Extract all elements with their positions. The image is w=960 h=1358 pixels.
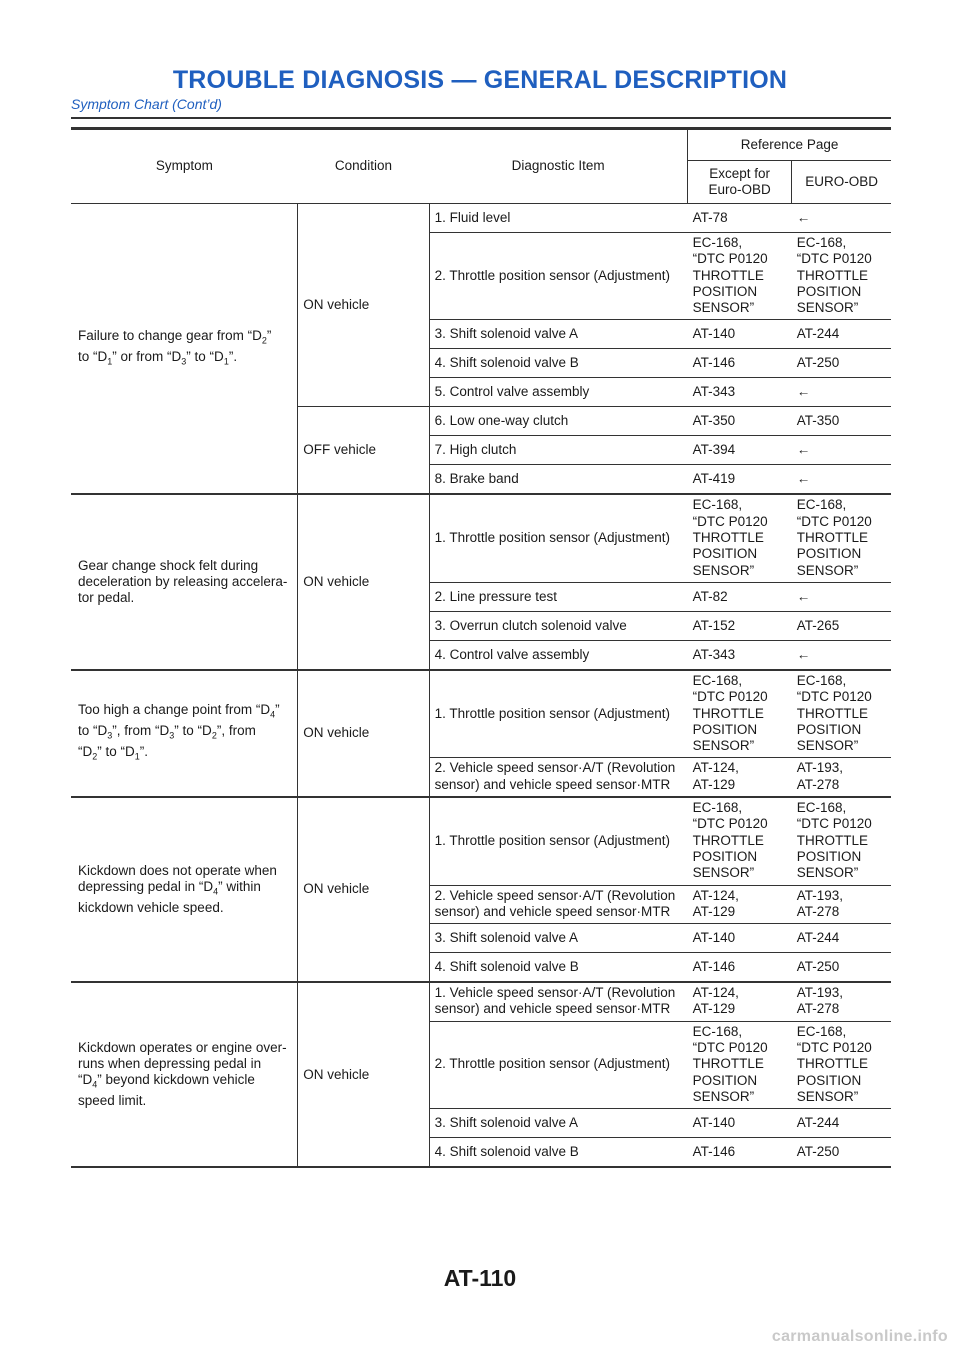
reference-except-cell: AT-343 xyxy=(688,378,792,407)
reference-except-cell: AT-419 xyxy=(688,465,792,495)
diagnostic-item-cell: 2. Throttle position sensor (Adjustment) xyxy=(429,233,688,320)
reference-except-cell: AT-394 xyxy=(688,436,792,465)
reference-except-cell: AT-140 xyxy=(688,1109,792,1138)
reference-except-cell: AT-124, AT-129 xyxy=(688,758,792,797)
symptom-cell: Too high a change point from “$D_4$” to “$D_3$”, from “$D_3$” to “$D_2$”, from “$D_2$” to “$D_1$”. xyxy=(71,670,298,797)
reference-except-cell: AT-146 xyxy=(688,1138,792,1168)
reference-euro-cell: ← xyxy=(792,436,891,465)
diagnostic-item-cell: 4. Shift solenoid valve B xyxy=(429,953,688,983)
diagnostic-item-cell: 2. Throttle position sensor (Adjustment) xyxy=(429,1021,688,1108)
header-rule xyxy=(71,117,891,119)
header-reference-page: Reference Page xyxy=(688,129,891,161)
reference-euro-cell: AT-193, AT-278 xyxy=(792,758,891,797)
diagnostic-item-cell: 7. High clutch xyxy=(429,436,688,465)
table-row xyxy=(71,494,891,582)
header-except-euro-obd: Except for Euro-OBD xyxy=(688,161,792,204)
diagnostic-item-cell: 1. Vehicle speed sensor·A/T (Revolution sensor) and vehicle speed sensor·MTR xyxy=(429,982,688,1021)
diagnostic-item-cell: 1. Fluid level xyxy=(429,204,688,233)
reference-except-cell: AT-343 xyxy=(688,640,792,670)
reference-euro-cell: AT-250 xyxy=(792,1138,891,1168)
condition-cell: ON vehicle xyxy=(298,670,429,797)
reference-except-cell: AT-146 xyxy=(688,953,792,983)
reference-except-cell: EC-168, “DTC P0120 THROTTLE POSITION SENSOR” xyxy=(688,494,792,582)
condition-cell: OFF vehicle xyxy=(298,407,429,495)
reference-euro-cell: AT-244 xyxy=(792,1109,891,1138)
table-row xyxy=(71,670,891,758)
reference-except-cell: AT-140 xyxy=(688,924,792,953)
reference-euro-cell: EC-168, “DTC P0120 THROTTLE POSITION SENSOR” xyxy=(792,797,891,885)
condition-cell: ON vehicle xyxy=(298,982,429,1167)
diagnostic-item-cell: 6. Low one-way clutch xyxy=(429,407,688,436)
reference-euro-cell: ← xyxy=(792,640,891,670)
symptom-chart-table xyxy=(71,127,891,1168)
header-condition: Condition xyxy=(298,129,429,204)
table-row xyxy=(71,797,891,885)
reference-euro-cell: AT-193, AT-278 xyxy=(792,982,891,1021)
diagnostic-item-cell: 5. Control valve assembly xyxy=(429,378,688,407)
diagnostic-item-cell: 4. Control valve assembly xyxy=(429,640,688,670)
table-row xyxy=(71,982,891,1021)
reference-except-cell: AT-350 xyxy=(688,407,792,436)
diagnostic-item-cell: 1. Throttle position sensor (Adjustment) xyxy=(429,494,688,582)
reference-except-cell: AT-140 xyxy=(688,320,792,349)
watermark: carmanualsonline.info xyxy=(771,1328,948,1345)
reference-euro-cell: AT-244 xyxy=(792,320,891,349)
condition-cell: ON vehicle xyxy=(298,204,429,407)
reference-except-cell: AT-152 xyxy=(688,611,792,640)
reference-euro-cell: EC-168, “DTC P0120 THROTTLE POSITION SENSOR” xyxy=(792,1021,891,1108)
reference-euro-cell: ← xyxy=(792,378,891,407)
page-number: AT-110 xyxy=(443,1265,517,1291)
header-symptom: Symptom xyxy=(71,129,298,204)
diagnostic-item-cell: 4. Shift solenoid valve B xyxy=(429,1138,688,1168)
reference-euro-cell: AT-193, AT-278 xyxy=(792,885,891,924)
reference-except-cell: EC-168, “DTC P0120 THROTTLE POSITION SENSOR” xyxy=(688,1021,792,1108)
diagnostic-item-cell: 1. Throttle position sensor (Adjustment) xyxy=(429,670,688,758)
symptom-cell: Failure to change gear from “$D_2$” to “$D_1$” or from “$D_3$” to “$D_1$”. xyxy=(71,204,298,495)
reference-euro-cell: EC-168, “DTC P0120 THROTTLE POSITION SENSOR” xyxy=(792,233,891,320)
symptom-cell: Gear change shock felt during deceleration by releasing accelera- tor pedal. xyxy=(71,494,298,669)
diagnostic-item-cell: 8. Brake band xyxy=(429,465,688,495)
reference-except-cell: EC-168, “DTC P0120 THROTTLE POSITION SENSOR” xyxy=(688,233,792,320)
reference-euro-cell: AT-244 xyxy=(792,924,891,953)
diagnostic-item-cell: 3. Overrun clutch solenoid valve xyxy=(429,611,688,640)
diagnostic-item-cell: 2. Vehicle speed sensor·A/T (Revolution sensor) and vehicle speed sensor·MTR xyxy=(429,885,688,924)
diagnostic-item-cell: 2. Vehicle speed sensor·A/T (Revolution sensor) and vehicle speed sensor·MTR xyxy=(429,758,688,797)
diagnostic-item-cell: 3. Shift solenoid valve A xyxy=(429,1109,688,1138)
condition-cell: ON vehicle xyxy=(298,494,429,669)
reference-except-cell: AT-124, AT-129 xyxy=(688,982,792,1021)
diagnostic-item-cell: 2. Line pressure test xyxy=(429,582,688,611)
symptom-cell: Kickdown does not operate when depressing pedal in “$D_4$” within kickdown vehicle speed. xyxy=(71,797,298,982)
reference-euro-cell: AT-350 xyxy=(792,407,891,436)
table-row xyxy=(71,204,891,233)
reference-euro-cell: AT-265 xyxy=(792,611,891,640)
reference-except-cell: AT-124, AT-129 xyxy=(688,885,792,924)
table-body xyxy=(71,204,891,1168)
reference-except-cell: AT-82 xyxy=(688,582,792,611)
header-euro-obd: EURO-OBD xyxy=(792,161,891,204)
reference-euro-cell: ← xyxy=(792,582,891,611)
reference-euro-cell: AT-250 xyxy=(792,953,891,983)
condition-cell: ON vehicle xyxy=(298,797,429,982)
reference-euro-cell: ← xyxy=(792,204,891,233)
reference-euro-cell: EC-168, “DTC P0120 THROTTLE POSITION SENSOR” xyxy=(792,670,891,758)
diagnostic-item-cell: 4. Shift solenoid valve B xyxy=(429,349,688,378)
reference-euro-cell: AT-250 xyxy=(792,349,891,378)
reference-except-cell: AT-146 xyxy=(688,349,792,378)
reference-euro-cell: ← xyxy=(792,465,891,495)
reference-except-cell: EC-168, “DTC P0120 THROTTLE POSITION SENSOR” xyxy=(688,797,792,885)
reference-except-cell: AT-78 xyxy=(688,204,792,233)
diagnostic-item-cell: 3. Shift solenoid valve A xyxy=(429,320,688,349)
table-header xyxy=(71,129,891,204)
page-title: TROUBLE DIAGNOSIS — GENERAL DESCRIPTION xyxy=(172,66,788,94)
reference-euro-cell: EC-168, “DTC P0120 THROTTLE POSITION SENSOR” xyxy=(792,494,891,582)
page-subtitle: Symptom Chart (Cont’d) xyxy=(71,96,222,112)
reference-except-cell: EC-168, “DTC P0120 THROTTLE POSITION SENSOR” xyxy=(688,670,792,758)
symptom-cell: Kickdown operates or engine over- runs when depressing pedal in “$D_4$” beyond kickdown vehicle speed limit. xyxy=(71,982,298,1167)
header-diagnostic-item: Diagnostic Item xyxy=(429,129,688,204)
diagnostic-item-cell: 1. Throttle position sensor (Adjustment) xyxy=(429,797,688,885)
diagnostic-item-cell: 3. Shift solenoid valve A xyxy=(429,924,688,953)
